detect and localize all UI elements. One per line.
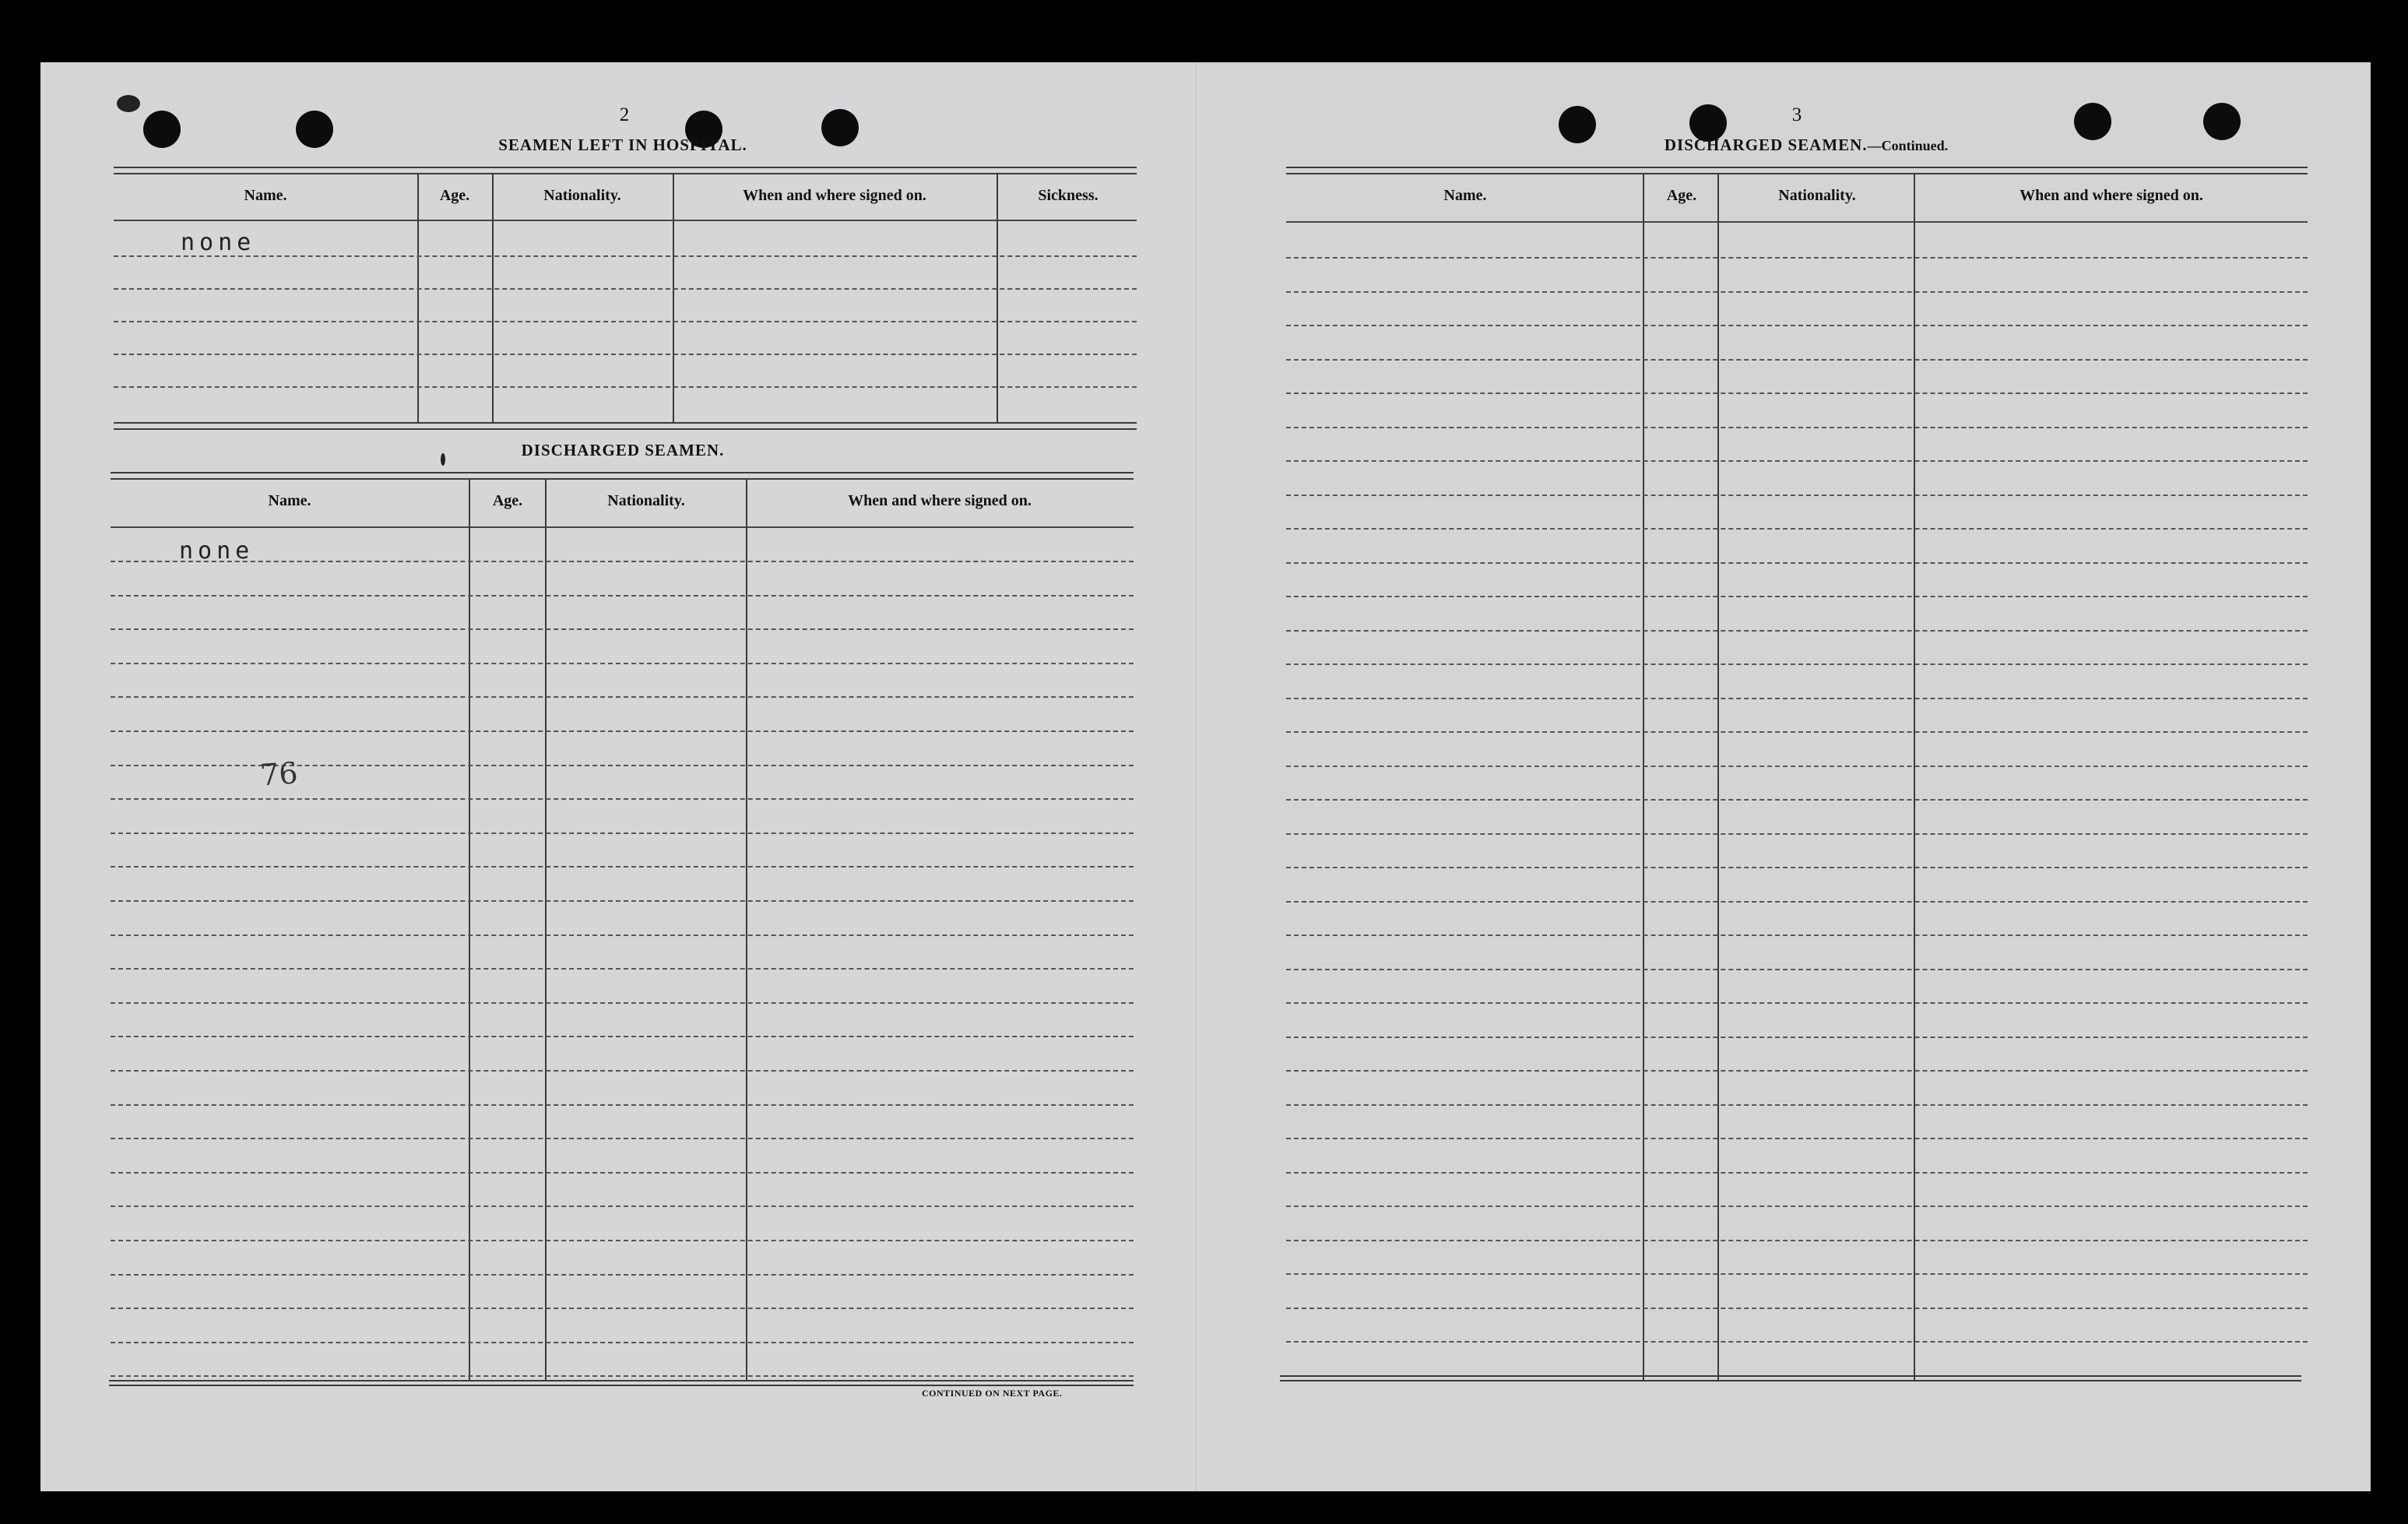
discharged-bottom-rule	[109, 1385, 1134, 1386]
table-row	[111, 866, 1134, 868]
table-row	[1286, 1104, 2308, 1106]
table-row	[1286, 867, 2308, 868]
left-page	[40, 62, 1199, 1491]
table-row	[1286, 630, 2308, 632]
punch-hole	[2203, 103, 2241, 140]
continued-footer: CONTINUED ON NEXT PAGE.	[922, 1388, 1063, 1399]
table-row	[111, 1375, 1134, 1377]
col-header-sickness: Sickness.	[1038, 187, 1099, 204]
punch-hole	[1559, 106, 1596, 143]
col-header-when-where: When and where signed on.	[2020, 187, 2203, 204]
right-top-rule	[1286, 173, 2308, 174]
table-row	[1286, 833, 2308, 835]
right-col-divider	[1643, 174, 1644, 1380]
discharged-entry: none	[179, 537, 255, 565]
right-top-rule	[1286, 167, 2308, 168]
table-row	[1286, 1002, 2308, 1004]
table-row	[111, 1240, 1134, 1241]
right-bottom-rule	[1280, 1380, 2301, 1381]
table-row	[114, 255, 1137, 257]
title-suffix: —Continued.	[1867, 138, 1949, 153]
table-row	[1286, 766, 2308, 767]
table-row	[111, 1070, 1134, 1072]
table-row	[1286, 969, 2308, 970]
col-header-nationality: Nationality.	[607, 492, 685, 509]
right-header-rule	[1286, 221, 2308, 223]
col-header-nationality: Nationality.	[1778, 187, 1856, 204]
table-row	[111, 628, 1134, 630]
table-row	[1286, 1172, 2308, 1174]
table-row	[114, 354, 1137, 355]
table-row	[111, 900, 1134, 902]
table-row	[1286, 901, 2308, 903]
table-row	[111, 561, 1134, 562]
discharged-top-rule	[111, 472, 1134, 473]
col-header-nationality: Nationality.	[543, 187, 621, 204]
col-header-name: Name.	[268, 492, 311, 509]
discharged-col-divider	[469, 480, 470, 1380]
table-row	[1286, 359, 2308, 361]
table-row	[1286, 1037, 2308, 1038]
table-row	[1286, 325, 2308, 326]
table-row	[1286, 495, 2308, 496]
col-header-name: Name.	[244, 187, 287, 204]
discharged-bottom-rule	[109, 1380, 1134, 1381]
table-row	[1286, 1341, 2308, 1343]
right-col-divider	[1914, 174, 1915, 1380]
table-row	[1286, 799, 2308, 801]
table-row	[1286, 731, 2308, 733]
table-row	[111, 1138, 1134, 1139]
table-row	[1286, 1205, 2308, 1207]
table-row	[1286, 1070, 2308, 1072]
hospital-section-title: SEAMEN LEFT IN HOSPITAL.	[498, 136, 747, 154]
table-row	[111, 730, 1134, 732]
col-header-name: Name.	[1443, 187, 1487, 204]
discharged-top-rule	[111, 478, 1134, 480]
col-header-when-where: When and where signed on.	[848, 492, 1032, 509]
table-row	[1286, 291, 2308, 293]
table-row	[111, 1205, 1134, 1207]
table-row	[1286, 934, 2308, 936]
table-row	[111, 595, 1134, 597]
col-header-age: Age.	[492, 492, 523, 509]
handwritten-mark: 76	[258, 755, 299, 793]
title-text: DISCHARGED SEAMEN.	[1664, 136, 1868, 154]
table-row	[1286, 1138, 2308, 1139]
hospital-top-rule	[114, 167, 1137, 168]
page-number-left: 2	[619, 104, 630, 125]
table-row	[1286, 698, 2308, 699]
discharged-header-rule	[111, 526, 1134, 528]
table-row	[1286, 460, 2308, 462]
table-row	[1286, 392, 2308, 394]
table-row	[111, 663, 1134, 664]
right-col-divider	[1717, 174, 1719, 1380]
table-row	[111, 1342, 1134, 1343]
table-row	[111, 1036, 1134, 1037]
table-row	[111, 1002, 1134, 1004]
table-row	[111, 968, 1134, 970]
table-row	[114, 321, 1137, 322]
hospital-bottom-rule	[114, 422, 1137, 424]
table-row	[111, 696, 1134, 698]
right-page	[1199, 62, 2371, 1491]
page-number-right: 3	[1791, 104, 1802, 125]
punch-hole	[296, 111, 333, 148]
table-row	[114, 386, 1137, 388]
hospital-top-rule	[114, 173, 1137, 174]
table-row	[111, 798, 1134, 800]
table-row	[111, 934, 1134, 936]
table-row	[1286, 1273, 2308, 1275]
table-row	[1286, 596, 2308, 597]
table-row	[111, 1308, 1134, 1309]
hospital-header-rule	[114, 220, 1137, 221]
col-header-age: Age.	[439, 187, 470, 204]
table-row	[111, 1274, 1134, 1276]
hospital-bottom-rule	[114, 428, 1137, 430]
table-row	[1286, 427, 2308, 428]
table-row	[111, 832, 1134, 834]
table-row	[114, 288, 1137, 290]
discharged-col-divider	[746, 480, 747, 1380]
col-header-when-where: When and where signed on.	[743, 187, 926, 204]
right-bottom-rule	[1280, 1375, 2301, 1377]
table-row	[1286, 1240, 2308, 1241]
table-row	[1286, 528, 2308, 530]
staple-mark	[117, 95, 140, 112]
discharged-continued-title	[1604, 136, 2009, 155]
punch-hole	[2074, 103, 2111, 140]
table-row	[1286, 257, 2308, 259]
table-row	[111, 1172, 1134, 1174]
col-header-age: Age.	[1666, 187, 1697, 204]
table-row	[1286, 663, 2308, 665]
table-row	[111, 1104, 1134, 1106]
table-row	[1286, 1308, 2308, 1309]
discharged-col-divider	[545, 480, 547, 1380]
table-row	[1286, 562, 2308, 564]
discharged-section-title: DISCHARGED SEAMEN.	[521, 441, 725, 459]
punch-hole	[143, 111, 181, 148]
hospital-entry: none	[181, 229, 256, 256]
